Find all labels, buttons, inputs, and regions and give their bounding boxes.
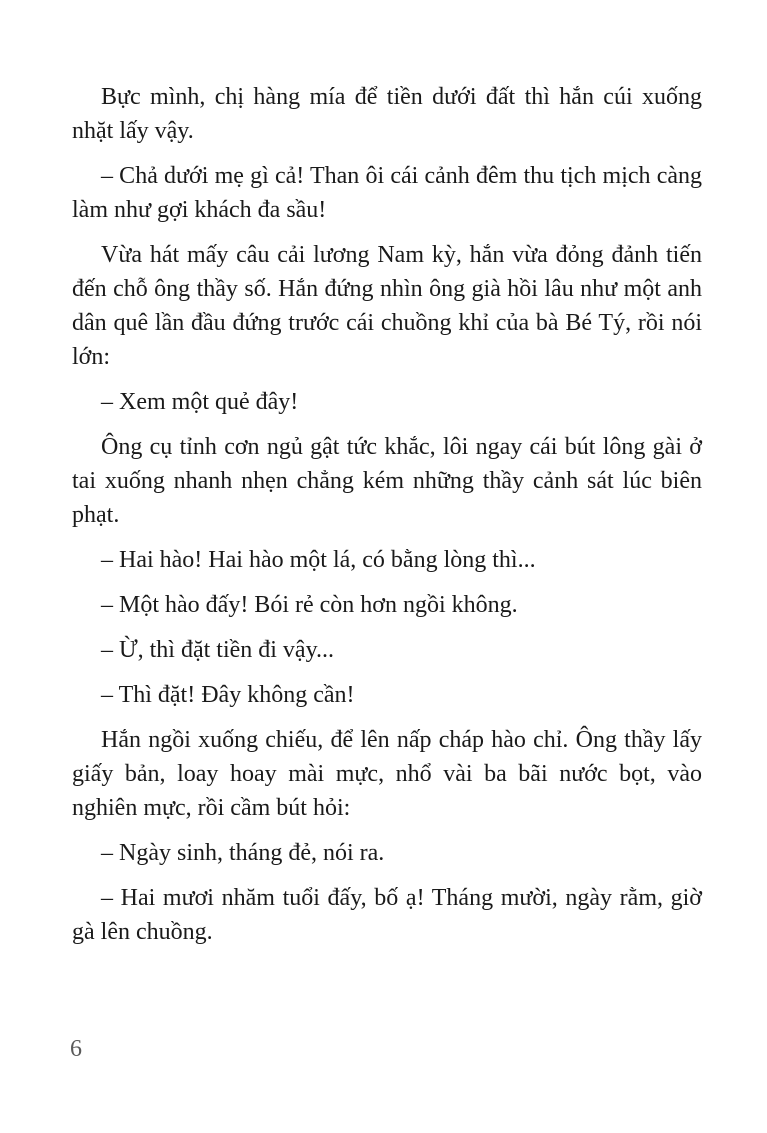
paragraph-1: Bực mình, chị hàng mía để tiền dưới đất thì hắn cúi xuống nhặt lấy vậy. [72, 84, 702, 144]
dialog-line-3: – Hai hào! Hai hào một lá, có bằng lòng thì... [101, 547, 536, 573]
page-number: 6 [70, 1036, 82, 1062]
paragraph-2: Vừa hát mấy câu cải lương Nam kỳ, hắn vừa đỏng đảnh tiến đến chỗ ông thầy số. Hắn đứng nhìn ông già hồi lâu như một anh dân quê lần đầu đứng trước cái chuồng khỉ của bà Bé Tý, rồi nói lớn: [72, 242, 702, 370]
page-body [72, 80, 702, 960]
dialog-line-6: – Thì đặt! Đây không cần! [101, 682, 355, 708]
dialog-line-4: – Một hào đấy! Bói rẻ còn hơn ngồi không. [101, 592, 518, 618]
dialog-line-2: – Xem một quẻ đây! [101, 389, 299, 415]
dialog-line-8: – Hai mươi nhăm tuổi đấy, bố ạ! Tháng mười, ngày rằm, giờ gà lên chuồng. [72, 885, 702, 945]
dialog-line-5: – Ừ, thì đặt tiền đi vậy... [101, 637, 335, 663]
dialog-line-7: – Ngày sinh, tháng đẻ, nói ra. [101, 840, 385, 866]
paragraph-3: Ông cụ tỉnh cơn ngủ gật tức khắc, lôi ngay cái bút lông gài ở tai xuống nhanh nhẹn chẳng kém những thầy cảnh sát lúc biên phạt. [72, 434, 702, 528]
paragraph-4: Hắn ngồi xuống chiếu, để lên nấp cháp hào chỉ. Ông thầy lấy giấy bản, loay hoay mài mực, nhổ vài ba bãi nước bọt, vào nghiên mực, rồi cầm bút hỏi: [72, 727, 702, 821]
dialog-line-1: – Chả dưới mẹ gì cả! Than ôi cái cảnh đêm thu tịch mịch càng làm như gợi khách đa sầu! [72, 163, 702, 223]
